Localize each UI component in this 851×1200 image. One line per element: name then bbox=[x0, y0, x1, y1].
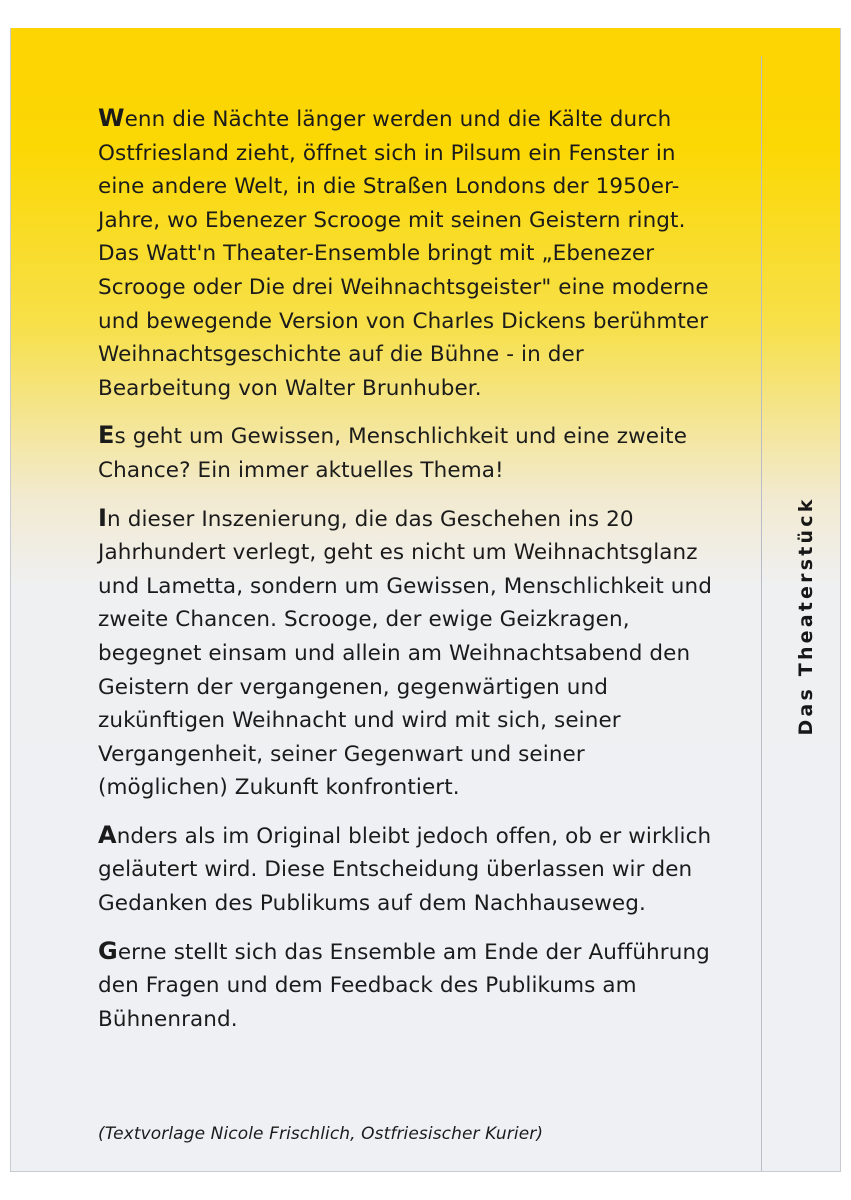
paragraph-2 bbox=[98, 419, 718, 487]
paragraph-3-dropcap: I bbox=[98, 503, 108, 532]
panel-border-bottom bbox=[10, 1171, 841, 1172]
content-panel bbox=[10, 28, 841, 1172]
paragraph-5 bbox=[98, 935, 718, 1037]
side-label-text: Das Theaterstück bbox=[795, 496, 817, 736]
panel-border-right bbox=[840, 28, 841, 1172]
paragraph-3 bbox=[98, 502, 718, 805]
paragraph-1-dropcap: W bbox=[98, 104, 125, 132]
source-credit: (Textvorlage Nicole Frischlich, Ostfriesischer Kurier) bbox=[98, 1124, 544, 1144]
article-body bbox=[98, 102, 718, 1036]
paragraph-4 bbox=[98, 819, 718, 921]
paragraph-1 bbox=[98, 102, 718, 405]
panel-border-left bbox=[10, 28, 11, 1172]
paragraph-2-dropcap: E bbox=[98, 421, 115, 450]
paragraph-3-text: n dieser Inszenierung, die das Geschehen ins 20 Jahrhundert verlegt, geht es nicht um Weihnachtsglanz und Lametta, sondern um Gewissen, Menschlichkeit und zweite Chancen. Scrooge, der ewige Geizkragen, begegnet einsam und allein am Weihnachtsabend den Geistern der vergangenen, gegenwärtigen und zukünftigen Weihnacht und wird mit sich, seiner Vergangenheit, seiner Gegenwart und seiner (möglichen) Zukunft konfrontiert. bbox=[98, 506, 713, 801]
paragraph-5-dropcap: G bbox=[98, 936, 118, 965]
side-label-column bbox=[761, 56, 841, 1172]
paragraph-5-text: erne stellt sich das Ensemble am Ende der Aufführung den Fragen und dem Feedback des Publikums am Bühnenrand. bbox=[98, 939, 710, 1032]
paragraph-4-dropcap: A bbox=[98, 820, 117, 849]
paragraph-1-text: enn die Nächte länger werden und die Kälte durch Ostfriesland zieht, öffnet sich in Pilsum ein Fenster in eine andere Welt, in die Straßen Londons der 1950er-Jahre, wo Ebenezer Scrooge mit seinen Geistern ringt. Das Watt'n Theater-Ensemble bringt mit „Ebenezer Scrooge oder Die drei Weihnachtsgeister" eine moderne und bewegende Version von Charles Dickens berühmter Weihnachtsgeschichte auf die Bühne - in der Bearbeitung von Walter Brunhuber. bbox=[98, 107, 709, 401]
paragraph-2-text: s geht um Gewissen, Menschlichkeit und eine zweite Chance? Ein immer aktuelles Thema! bbox=[98, 424, 688, 483]
paragraph-4-text: nders als im Original bleibt jedoch offen, ob er wirklich geläutert wird. Diese Entscheidung überlassen wir den Gedanken des Publikums auf dem Nachhauseweg. bbox=[98, 823, 712, 917]
